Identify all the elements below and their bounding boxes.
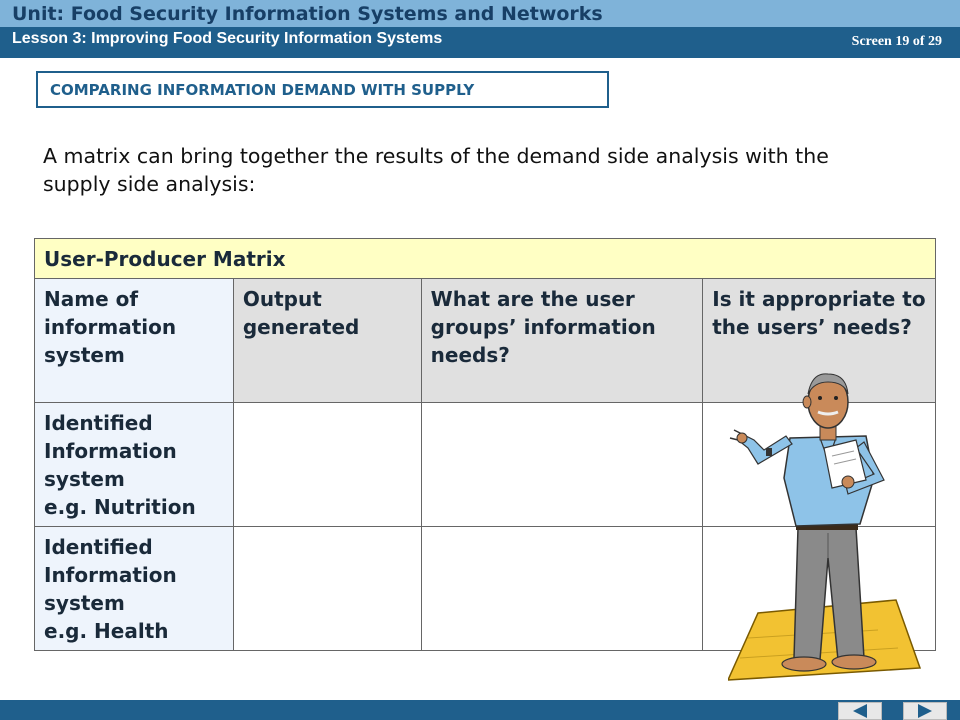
table-cell (421, 527, 703, 651)
footer-bar (0, 700, 960, 720)
column-header: Is it appropriate to the users’ needs? (703, 279, 936, 403)
arrow-left-icon (849, 704, 871, 718)
matrix-title-row (35, 239, 936, 279)
next-screen-button[interactable] (903, 702, 947, 720)
previous-screen-button[interactable] (838, 702, 882, 720)
unit-title: Unit: Food Security Information Systems and Networks (12, 3, 603, 25)
column-header: Name of information system (35, 279, 234, 403)
table-cell (421, 403, 703, 527)
table-cell (233, 527, 421, 651)
row-label: Identified Information system e.g. Nutrition (35, 403, 234, 527)
matrix-title: User-Producer Matrix (35, 239, 936, 279)
intro-text: A matrix can bring together the results of the demand side analysis with the supply side analysis: (43, 144, 829, 196)
table-cell (233, 403, 421, 527)
presenter-illustration (728, 368, 924, 686)
lesson-title: Lesson 3: Improving Food Security Information Systems (12, 30, 443, 47)
header-bar (0, 0, 960, 58)
column-header: What are the user groups’ information needs? (421, 279, 703, 403)
column-header: Output generated (233, 279, 421, 403)
arrow-right-icon (914, 704, 936, 718)
section-title-box (36, 71, 609, 108)
row-label: Identified Information system e.g. Health (35, 527, 234, 651)
screen-counter: Screen 19 of 29 (851, 34, 942, 49)
section-title: COMPARING INFORMATION DEMAND WITH SUPPLY (50, 81, 475, 99)
